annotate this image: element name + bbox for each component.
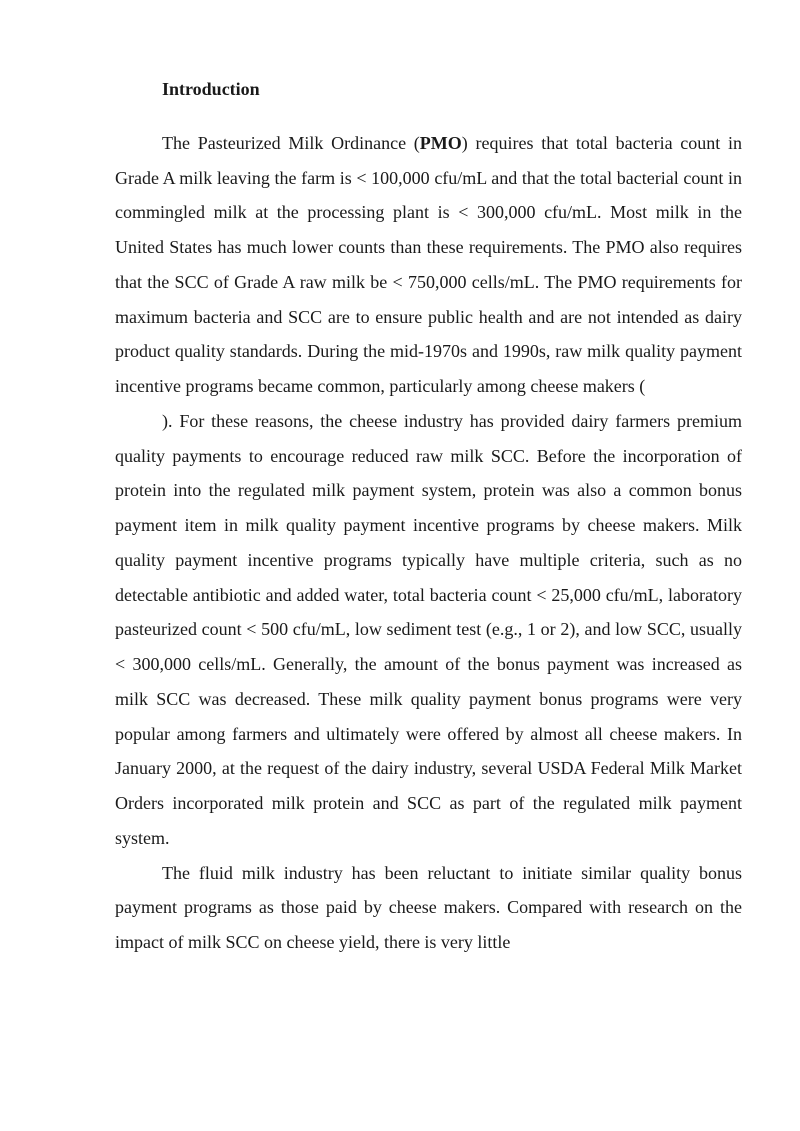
paragraph-pmo (115, 126, 742, 404)
section-heading: Introduction (162, 79, 260, 99)
paragraph-text: The Pasteurized Milk Ordinance ( (162, 132, 420, 153)
paragraph-cheese-industry: ). For these reasons, the cheese industry has provided dairy farmers premium quality payments to encourage reduced raw milk SCC. Before the incorporation of protein into the regulated milk payment system, protein was also a common bonus payment item in milk quality payment incentive programs by cheese makers. Milk quality payment incentive programs typically have multiple criteria, such as no detectable antibiotic and added water, total bacteria count < 25,000 cfu/mL, laboratory pasteurized count < 500 cfu/mL, low sediment test (e.g., 1 or 2), and low SCC, usually < 300,000 cells/mL. Generally, the amount of the bonus payment was increased as milk SCC was decreased. These milk quality payment bonus programs were very popular among farmers and ultimately were offered by almost all cheese makers. In January 2000, at the request of the dairy industry, several USDA Federal Milk Market Orders incorporated milk protein and SCC as part of the regulated milk payment system. (115, 410, 742, 848)
document-body (115, 72, 742, 960)
paragraph-text: ) requires that total bacteria count in Grade A milk leaving the farm is < 100,000 cfu/mL and that the total bacterial count in commingled milk at the processing plant is < 300,000 cfu/mL. Most milk in the United States has much lower counts than these requirements. The PMO also requires that the SCC of Grade A raw milk be < 750,000 cells/mL. The PMO requirements for maximum bacteria and SCC are to ensure public health and are not intended as dairy product quality standards. During the mid-1970s and 1990s, raw milk quality payment incentive programs became common, particularly among cheese makers ( (115, 132, 742, 396)
bold-term-pmo: PMO (419, 132, 462, 153)
paragraph-fluid-milk: The fluid milk industry has been reluctant to initiate similar quality bonus payment programs as those paid by cheese makers. Compared with research on the impact of milk SCC on cheese yield, there is very little (115, 862, 742, 952)
